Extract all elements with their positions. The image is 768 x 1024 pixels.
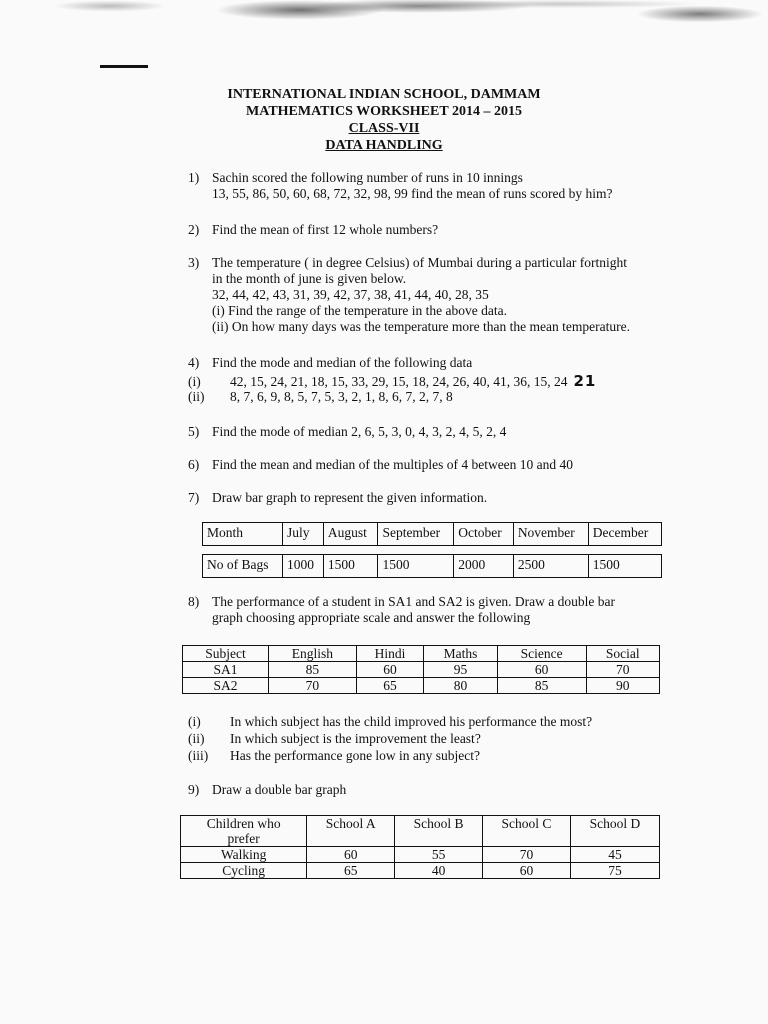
worksheet-header xyxy=(0,86,768,154)
table-cell: 90 xyxy=(586,678,659,694)
question-number: 2) xyxy=(188,222,200,237)
table-cell: 65 xyxy=(356,678,424,694)
question-6 xyxy=(188,457,573,473)
question-text: The temperature ( in degree Celsius) of Mumbai during a particular fortnight xyxy=(212,255,627,270)
table-cell: 1500 xyxy=(323,555,378,578)
scan-mark xyxy=(100,65,148,68)
table-cell: 1500 xyxy=(588,555,661,578)
table-cell: September xyxy=(378,523,454,546)
sub-question: Has the performance gone low in any subject? xyxy=(230,748,481,763)
question-text: Find the mode of median 2, 6, 5, 3, 0, 4, 3, 2, 4, 5, 2, 4 xyxy=(212,424,507,439)
table-cell: Walking xyxy=(181,847,307,863)
question-text: Draw bar graph to represent the given information. xyxy=(212,490,488,505)
question-7 xyxy=(188,490,487,506)
table-cell: School C xyxy=(483,816,571,847)
preference-table xyxy=(180,815,660,879)
table-cell: 40 xyxy=(395,863,483,879)
sub-label: (i) xyxy=(188,714,201,729)
table-cell: No of Bags xyxy=(203,555,283,578)
table-cell: 85 xyxy=(497,678,586,694)
question-text: Find the mean of first 12 whole numbers? xyxy=(212,222,439,237)
table-cell: Hindi xyxy=(356,646,424,662)
question-text: The performance of a student in SA1 and SA2 is given. Draw a double bar xyxy=(212,594,616,609)
sub-label: (iii) xyxy=(188,748,209,763)
table-cell: 65 xyxy=(307,863,395,879)
table-cell: 60 xyxy=(356,662,424,678)
bags-table xyxy=(202,522,662,578)
table-cell: English xyxy=(269,646,357,662)
table-cell: August xyxy=(323,523,378,546)
question-number: 5) xyxy=(188,424,200,439)
table-cell: 70 xyxy=(269,678,357,694)
sub-question: In which subject has the child improved his performance the most? xyxy=(230,714,593,729)
table-cell: 45 xyxy=(570,847,659,863)
table-cell: 55 xyxy=(395,847,483,863)
scan-artifact-top xyxy=(0,0,768,58)
table-cell: December xyxy=(588,523,661,546)
header-line: prefer xyxy=(227,831,260,846)
question-1 xyxy=(188,170,612,202)
question-3 xyxy=(188,255,630,335)
table-cell: 75 xyxy=(570,863,659,879)
header-line: Children who xyxy=(206,816,281,831)
school-name: INTERNATIONAL INDIAN SCHOOL, DAMMAM xyxy=(227,87,541,102)
table-row xyxy=(203,555,662,578)
question-8-part-ii xyxy=(188,731,481,747)
question-number: 9) xyxy=(188,782,200,797)
question-text: Find the mean and median of the multiples of 4 between 10 and 40 xyxy=(212,457,574,472)
table-cell: November xyxy=(513,523,588,546)
table-row xyxy=(181,816,660,847)
question-number: 3) xyxy=(188,255,200,270)
data-list: 42, 15, 24, 21, 18, 15, 33, 29, 15, 18, 24, 26, 40, 41, 36, 15, 24 xyxy=(230,374,568,389)
table-row xyxy=(183,662,660,678)
table-cell: Subject xyxy=(183,646,269,662)
question-text: graph choosing appropriate scale and answer the following xyxy=(212,610,531,625)
performance-table xyxy=(182,645,660,694)
table-cell: 80 xyxy=(424,678,497,694)
table-cell: 70 xyxy=(483,847,571,863)
table-cell: SA1 xyxy=(183,662,269,678)
question-8 xyxy=(188,594,615,626)
table-cell: October xyxy=(454,523,514,546)
table-row xyxy=(181,863,660,879)
sub-label: (i) xyxy=(188,374,201,389)
question-number: 6) xyxy=(188,457,200,472)
class-label: CLASS-VII xyxy=(348,121,420,136)
worksheet-title: MATHEMATICS WORKSHEET 2014 – 2015 xyxy=(246,104,522,119)
table-cell: SA2 xyxy=(183,678,269,694)
sub-question: In which subject is the improvement the least? xyxy=(230,731,481,746)
table-row xyxy=(181,847,660,863)
topic-label: DATA HANDLING xyxy=(325,138,443,153)
question-4-part-i xyxy=(188,373,596,390)
question-text: Find the mode and median of the following data xyxy=(212,355,473,370)
table-cell: 95 xyxy=(424,662,497,678)
sub-label: (ii) xyxy=(188,731,205,746)
question-text: Draw a double bar graph xyxy=(212,782,347,797)
table-cell: School D xyxy=(570,816,659,847)
table-row xyxy=(183,678,660,694)
sub-question: (ii) On how many days was the temperature more than the mean temperature. xyxy=(212,319,630,334)
table-cell: Month xyxy=(203,523,283,546)
question-8-part-i xyxy=(188,714,592,730)
table-cell: July xyxy=(283,523,324,546)
table-cell: 60 xyxy=(307,847,395,863)
table-cell: 60 xyxy=(497,662,586,678)
temperature-data: 32, 44, 42, 43, 31, 39, 42, 37, 38, 41, 44, 40, 28, 35 xyxy=(212,287,489,302)
table-cell: Science xyxy=(497,646,586,662)
data-list: 8, 7, 6, 9, 8, 5, 7, 5, 3, 2, 1, 8, 6, 7, 2, 7, 8 xyxy=(230,389,453,404)
question-number: 7) xyxy=(188,490,200,505)
question-4 xyxy=(188,355,472,371)
handwritten-note: 21 xyxy=(573,372,597,390)
table-cell xyxy=(181,816,307,847)
table-cell: 1000 xyxy=(283,555,324,578)
question-text: Sachin scored the following number of runs in 10 innings xyxy=(212,170,523,185)
question-2 xyxy=(188,222,438,238)
question-4-part-ii xyxy=(188,389,453,405)
sub-label: (ii) xyxy=(188,389,205,404)
table-cell: Social xyxy=(586,646,659,662)
table-cell: Cycling xyxy=(181,863,307,879)
question-9 xyxy=(188,782,346,798)
table-row xyxy=(203,523,662,546)
question-5 xyxy=(188,424,506,440)
question-8-part-iii xyxy=(188,748,480,764)
table-cell: Maths xyxy=(424,646,497,662)
table-cell: 2500 xyxy=(513,555,588,578)
table-cell: 60 xyxy=(483,863,571,879)
question-text: in the month of june is given below. xyxy=(212,271,407,286)
question-number: 1) xyxy=(188,170,200,185)
table-row xyxy=(183,646,660,662)
sub-question: (i) Find the range of the temperature in the above data. xyxy=(212,303,508,318)
table-cell: 70 xyxy=(586,662,659,678)
question-number: 4) xyxy=(188,355,200,370)
table-cell: School B xyxy=(395,816,483,847)
table-cell: 2000 xyxy=(454,555,514,578)
question-text: 13, 55, 86, 50, 60, 68, 72, 32, 98, 99 find the mean of runs scored by him? xyxy=(212,186,613,201)
question-number: 8) xyxy=(188,594,200,609)
table-cell: School A xyxy=(307,816,395,847)
table-cell: 1500 xyxy=(378,555,454,578)
table-cell: 85 xyxy=(269,662,357,678)
